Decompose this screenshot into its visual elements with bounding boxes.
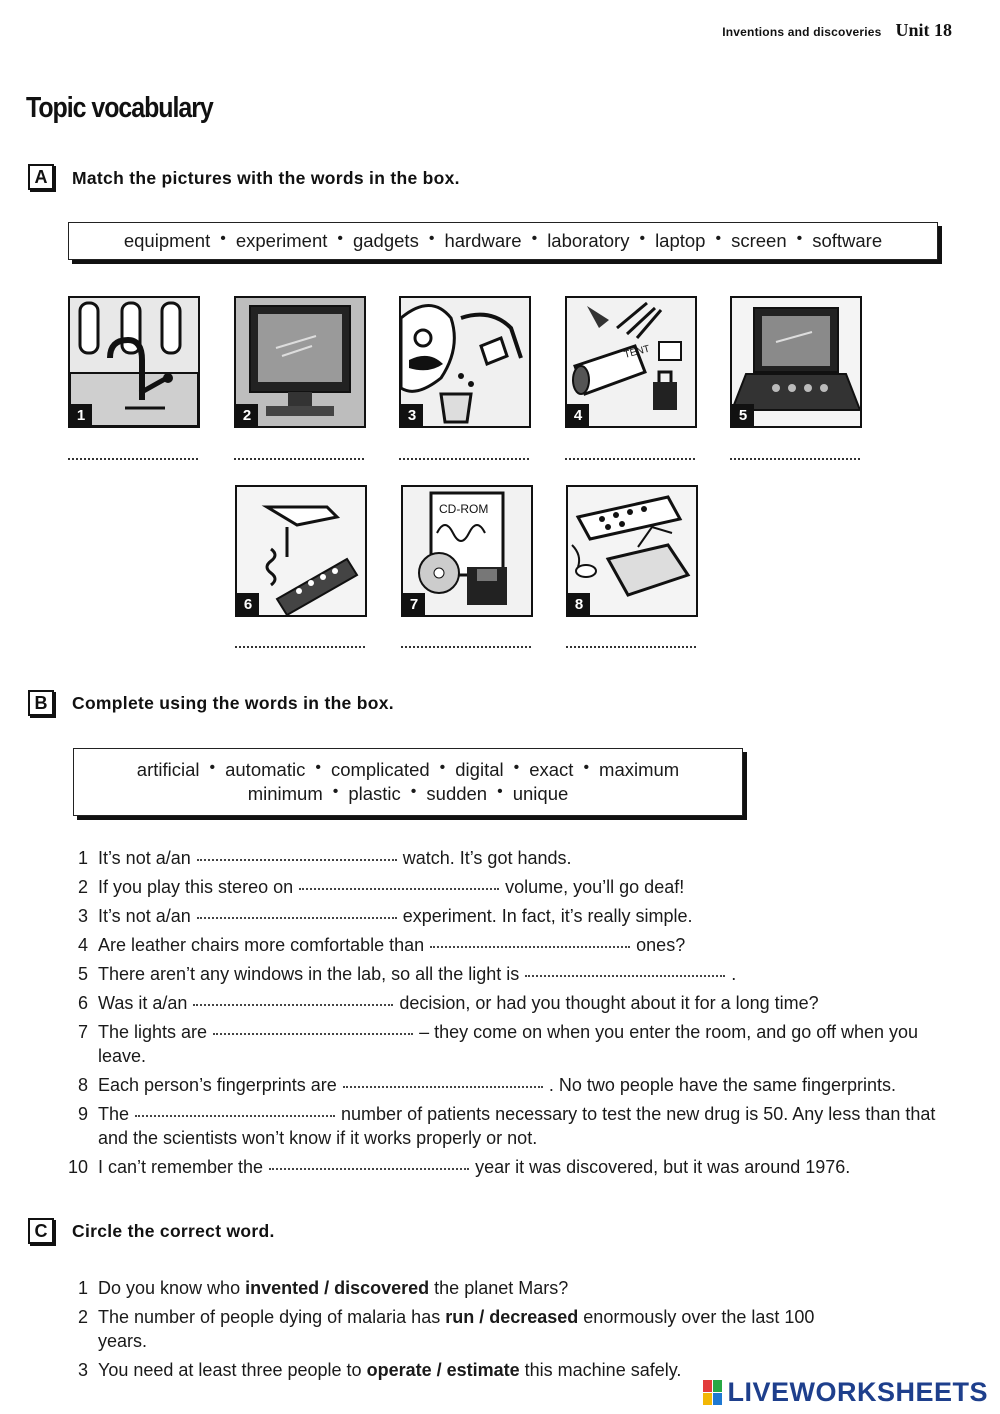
picture-4 — [565, 296, 697, 428]
bullet-separator: • — [220, 230, 226, 247]
item-text — [98, 1073, 938, 1097]
item-number: 8 — [77, 1075, 88, 1095]
item-text — [98, 846, 938, 870]
word-box-a — [68, 222, 938, 260]
bullet-separator: • — [410, 783, 417, 800]
word-box-item: experiment — [235, 230, 328, 251]
item-text-before: Do you know who — [98, 1278, 241, 1298]
bullet-separator: • — [583, 759, 590, 776]
item-number: 3 — [77, 1360, 88, 1380]
word-box-item: screen — [731, 230, 787, 251]
picture-number: 7 — [403, 593, 425, 615]
picture-1 — [68, 296, 200, 428]
item-text-after: . No two people have the same fingerprints. — [548, 1075, 897, 1095]
word-choice[interactable]: invented / discovered — [245, 1278, 430, 1298]
word-box-item: gadgets — [352, 230, 419, 251]
cdrom-label: CD-ROM — [439, 502, 489, 516]
picture-number: 4 — [567, 404, 589, 426]
item-text — [98, 1020, 938, 1068]
picture-6 — [235, 485, 367, 617]
answer-gap[interactable] — [135, 1114, 335, 1117]
item-text — [98, 1276, 858, 1300]
item-text-after: watch. It’s got hands. — [402, 848, 572, 868]
item-text-after: . — [731, 964, 737, 984]
item-text-after: number of patients necessary to test the new drug is 50. Any less than that and the scientists won’t know if it works properly or not. — [98, 1104, 936, 1148]
word-choice[interactable]: run / decreased — [445, 1307, 579, 1327]
answer-gap[interactable] — [193, 1003, 393, 1006]
section-c-label: C — [28, 1218, 54, 1244]
answer-gap[interactable] — [269, 1167, 469, 1170]
item-text-before: Each person’s fingerprints are — [98, 1075, 337, 1095]
item-text — [98, 933, 938, 957]
picture-8 — [566, 485, 698, 617]
section-a-label: A — [28, 164, 54, 190]
bullet-separator: • — [513, 759, 520, 776]
answer-gap[interactable] — [430, 945, 630, 948]
item-number: 6 — [77, 993, 88, 1013]
bullet-separator: • — [315, 759, 321, 776]
picture-number: 5 — [732, 404, 754, 426]
word-box-item: minimum — [247, 783, 323, 804]
word-box-item: exact — [529, 759, 574, 780]
answer-gap[interactable] — [213, 1032, 413, 1035]
answer-line-6[interactable] — [235, 646, 365, 648]
item-text-before: The lights are — [98, 1022, 208, 1042]
word-choice[interactable]: operate / estimate — [366, 1360, 520, 1380]
liveworksheets-logo-icon — [703, 1380, 723, 1406]
word-box-item: automatic — [225, 759, 306, 780]
word-box-item: complicated — [330, 759, 430, 780]
item-number: 3 — [77, 906, 88, 926]
bullet-separator: • — [796, 230, 803, 247]
word-box-item: digital — [455, 759, 504, 780]
item-number: 1 — [77, 848, 88, 868]
page-title: Topic vocabulary — [26, 92, 213, 124]
section-c-instruction: Circle the correct word. — [72, 1221, 275, 1241]
picture-number: 1 — [70, 404, 92, 426]
section-a-instruction: Match the pictures with the words in the box. — [72, 168, 460, 188]
picture-5 — [730, 296, 862, 428]
tent-label: TENT — [622, 343, 651, 361]
item-number: 7 — [77, 1022, 88, 1042]
item-text — [98, 962, 938, 986]
item-number: 5 — [77, 964, 88, 984]
item-text-before: There aren’t any windows in the lab, so all the light is — [98, 964, 520, 984]
item-text-before: You need at least three people to — [98, 1360, 362, 1380]
item-text-after: year it was discovered, but it was around 1976. — [475, 1157, 851, 1177]
item-text-after: – they come on when you enter the room, and go off when you leave. — [98, 1022, 919, 1066]
item-number: 4 — [77, 935, 88, 955]
word-box-item: unique — [512, 783, 569, 804]
bullet-separator: • — [337, 230, 343, 247]
bullet-separator: • — [209, 759, 216, 776]
item-text — [98, 991, 938, 1015]
word-box-item: laboratory — [547, 230, 630, 251]
item-text-before: The number of people dying of malaria has — [98, 1307, 441, 1327]
section-b-label: B — [28, 690, 54, 716]
item-text-after: experiment. In fact, it’s really simple. — [402, 906, 693, 926]
item-text-before: It’s not a/an — [98, 848, 191, 868]
item-number: 10 — [67, 1157, 88, 1177]
bullet-separator: • — [639, 230, 646, 247]
item-number: 1 — [77, 1278, 88, 1298]
item-number: 9 — [77, 1104, 88, 1124]
answer-line-2[interactable] — [234, 458, 364, 460]
item-text-before: If you play this stereo on — [98, 877, 294, 897]
answer-gap[interactable] — [197, 858, 397, 861]
bullet-separator: • — [332, 783, 339, 800]
item-text-before: It’s not a/an — [98, 906, 191, 926]
picture-7 — [401, 485, 533, 617]
item-number: 2 — [77, 877, 88, 897]
item-text-after: this machine safely. — [524, 1360, 682, 1380]
answer-gap[interactable] — [343, 1085, 543, 1088]
word-box-item: maximum — [599, 759, 680, 780]
answer-line-5[interactable] — [730, 458, 860, 460]
item-text-before: The — [98, 1104, 130, 1124]
answer-line-8[interactable] — [566, 646, 696, 648]
bullet-separator: • — [497, 783, 503, 800]
picture-3 — [399, 296, 531, 428]
item-text-before: Are leather chairs more comfortable than — [98, 935, 425, 955]
bullet-separator: • — [531, 230, 538, 247]
bullet-separator: • — [715, 230, 722, 247]
item-text-before: I can’t remember the — [98, 1157, 264, 1177]
bullet-separator: • — [428, 230, 435, 247]
item-number: 2 — [77, 1307, 88, 1327]
picture-number: 2 — [236, 404, 258, 426]
item-text-before: Was it a/an — [98, 993, 188, 1013]
item-text-after: the planet Mars? — [434, 1278, 569, 1298]
word-box-item: sudden — [426, 783, 488, 804]
item-text-after: enormously over the last 100 years. — [98, 1307, 815, 1351]
answer-line-3[interactable] — [399, 458, 529, 460]
word-box-b — [73, 748, 743, 816]
item-text — [98, 1155, 938, 1179]
picture-number: 8 — [568, 593, 590, 615]
answer-line-4[interactable] — [565, 458, 695, 460]
word-box-item: equipment — [123, 230, 211, 251]
picture-2 — [234, 296, 366, 428]
word-box-item: plastic — [348, 783, 401, 804]
answer-line-1[interactable] — [68, 458, 198, 460]
answer-gap[interactable] — [525, 974, 725, 977]
answer-line-7[interactable] — [401, 646, 531, 648]
word-box-item: software — [812, 230, 883, 251]
bullet-separator: • — [439, 759, 446, 776]
item-text — [98, 875, 938, 899]
answer-gap[interactable] — [299, 887, 499, 890]
word-box-item: hardware — [444, 230, 522, 251]
item-text — [98, 1305, 858, 1353]
item-text-after: decision, or had you thought about it for a long time? — [399, 993, 819, 1013]
picture-number: 3 — [401, 404, 423, 426]
liveworksheets-logo — [703, 1377, 988, 1408]
answer-gap[interactable] — [197, 916, 397, 919]
item-text-after: ones? — [636, 935, 686, 955]
item-text-after: volume, you’ll go deaf! — [505, 877, 685, 897]
item-text — [98, 904, 938, 928]
watermark-text: LIVEWORKSHEETS — [727, 1377, 988, 1407]
item-text — [98, 1102, 938, 1150]
section-b-instruction: Complete using the words in the box. — [72, 693, 394, 713]
running-header — [722, 20, 952, 41]
word-box-item: artificial — [136, 759, 200, 780]
word-box-item: laptop — [655, 230, 706, 251]
chapter-title: Inventions and discoveries — [722, 25, 882, 39]
unit-number: Unit 18 — [895, 20, 952, 40]
picture-number: 6 — [237, 593, 259, 615]
